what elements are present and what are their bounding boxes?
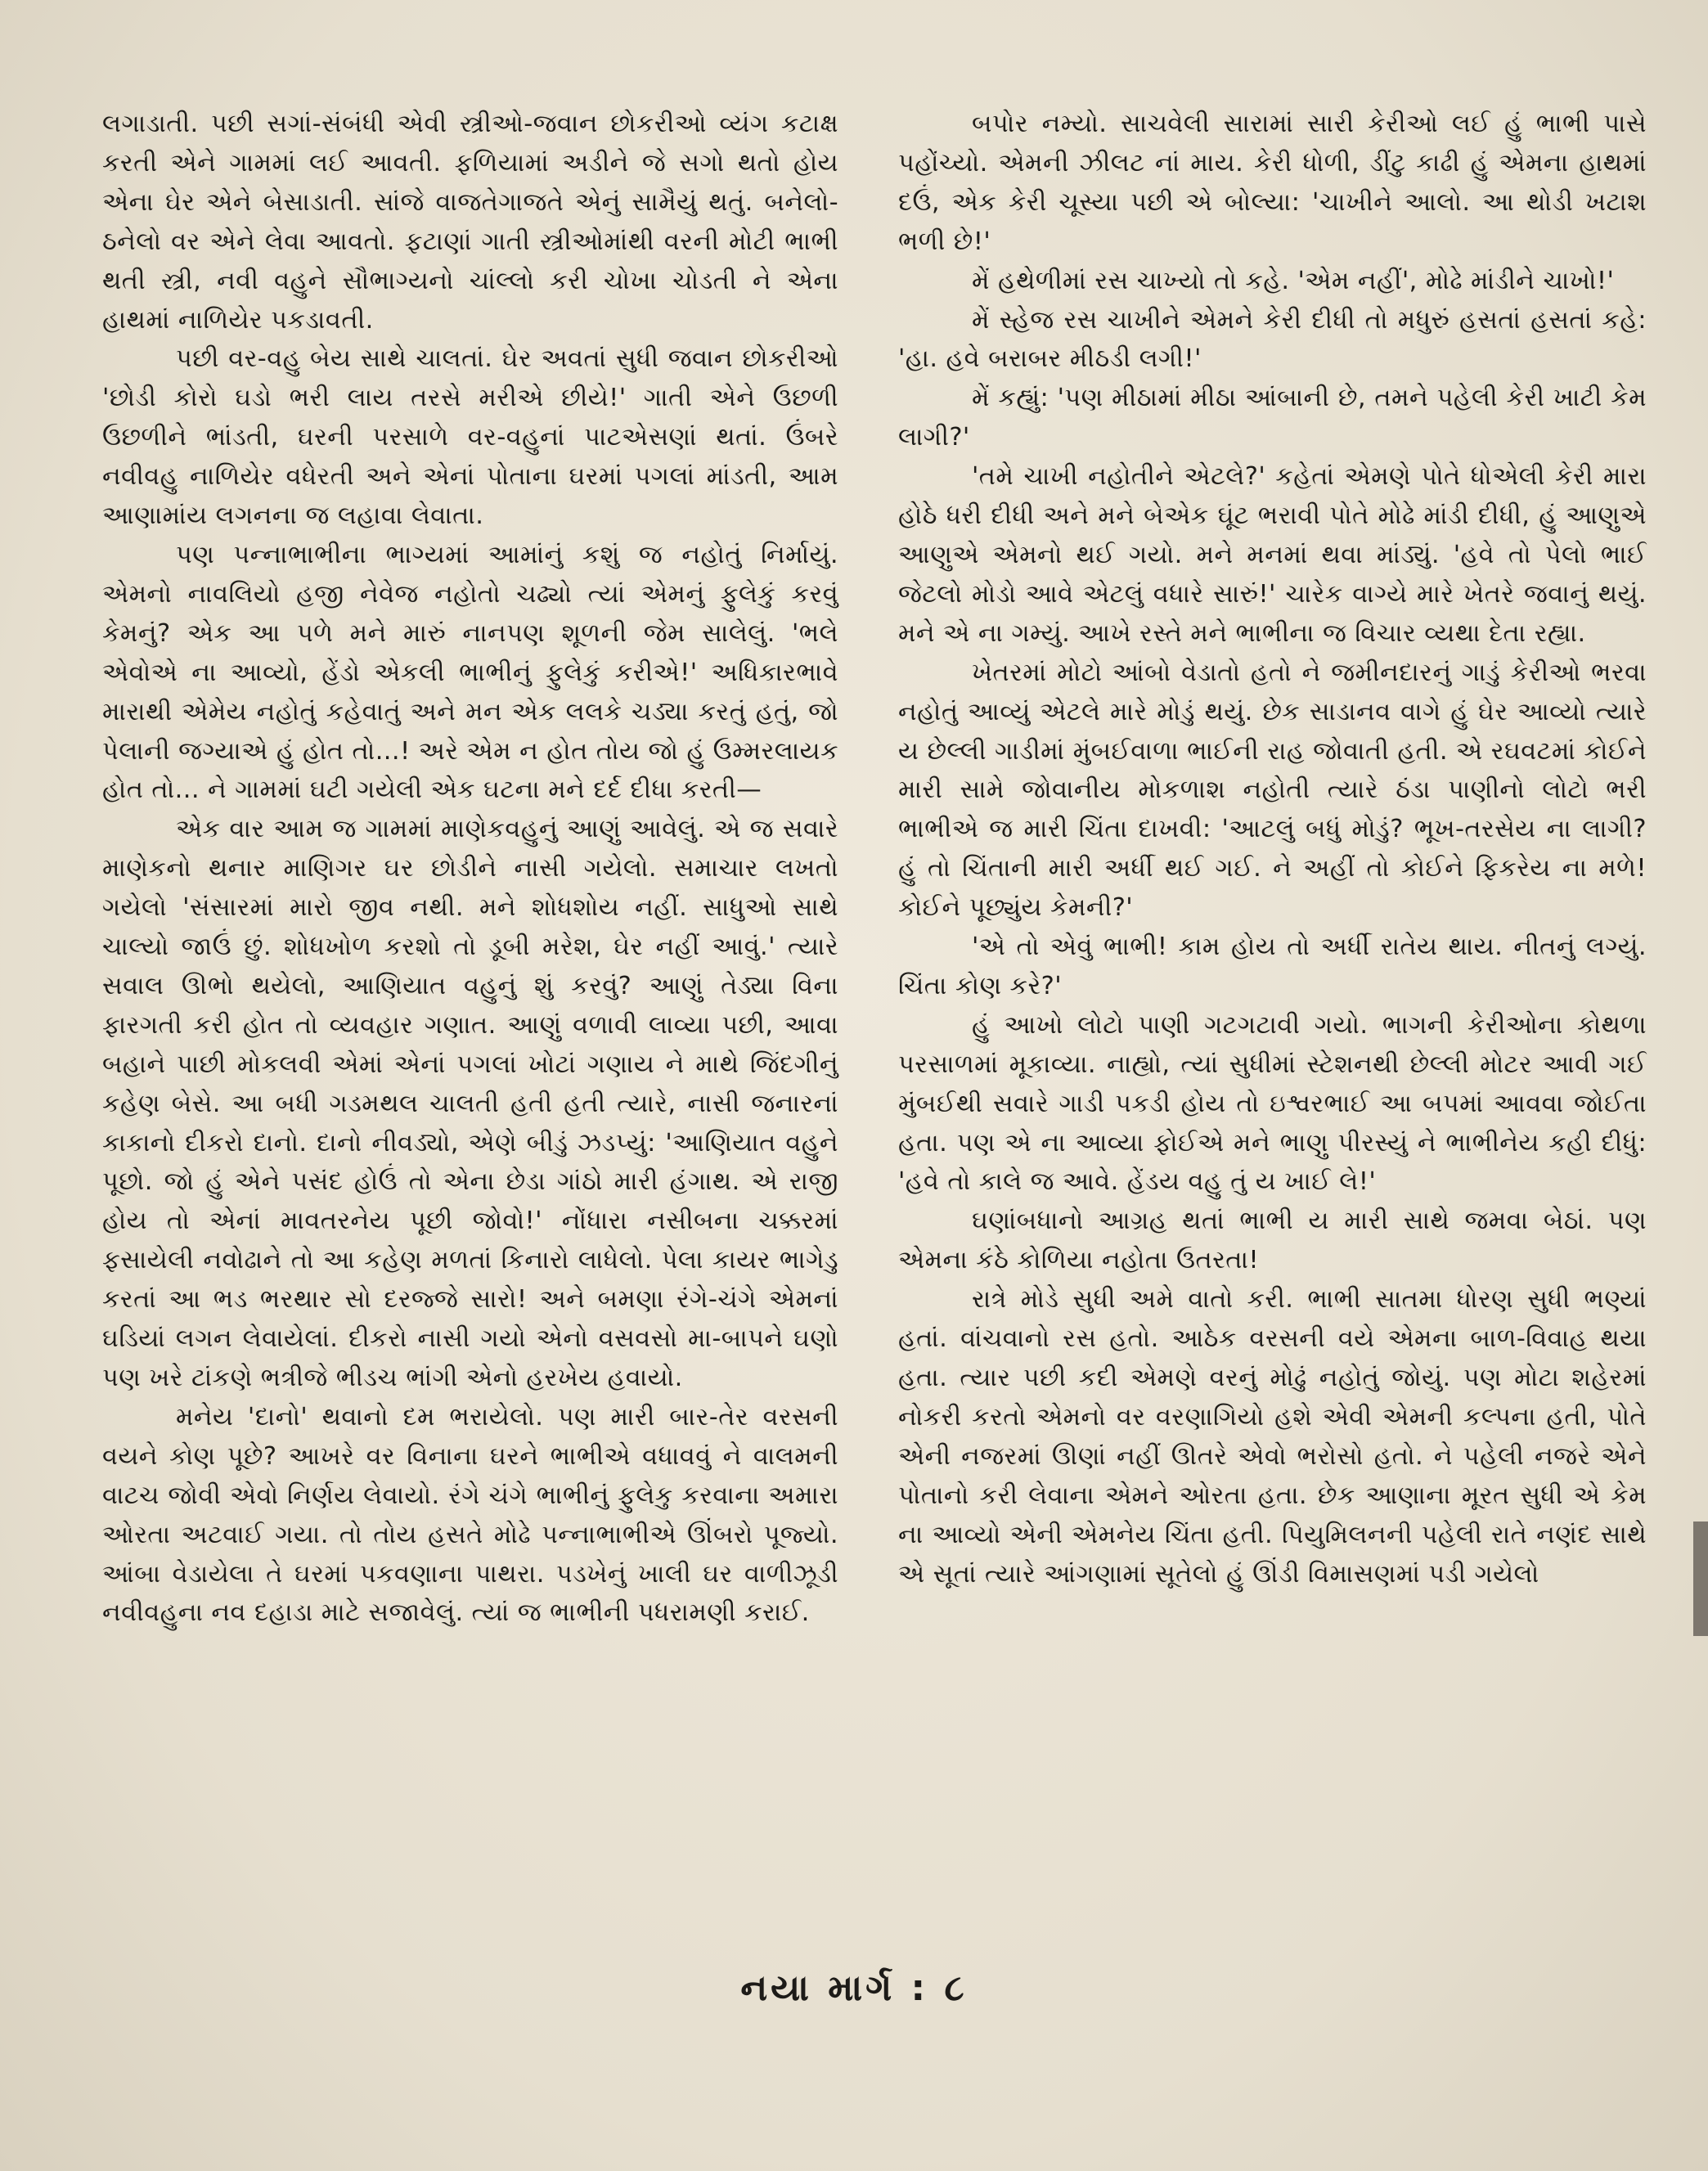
page-footer: નયા માર્ગ : ૮ [740,1967,968,2009]
left-column [102,105,838,1633]
paragraph: 'એ તો એવું ભાભી! કામ હોય તો અર્ધી રાતેય થાય. નીતનું લગ્યું. ચિંતા કોણ કરે?' [898,933,1647,1000]
torn-edge-mark [1693,1521,1708,1636]
paragraph: મનેય 'દાનો' થવાનો દમ ભરાયેલો. પણ મારી બાર-તેર વરસની વયને કોણ પૂછે? આખરે વર વિનાના ઘરને ભાભીએ વધાવવું ને વાલમની વાટચ જોવી એવો નિર્ણય લેવાયો. રંગે ચંગે ભાભીનું ફુલેકુ કરવાના અમારા ઓરતા અટવાઈ ગયા. તો તોય હસતે મોઢે પન્નાભાભીએ ઊંબરો પૂજ્યો. આંબા વેડાયેલા તે ઘરમાં પકવણાના પાથરા. પડખેનું ખાલી ઘર વાળીઝૂડી નવીવહુના નવ દહાડા માટે સજાવેલું. ત્યાં જ ભાભીની પધરામણી કરાઈ. [102,1402,838,1628]
paragraph: મેં હથેળીમાં રસ ચાખ્યો તો કહે. 'એમ નહીં', મોઢે માંડીને ચાખો!' [972,266,1615,295]
paragraph: એક વાર આમ જ ગામમાં માણેકવહુનું આણું આવેલું. એ જ સવારે માણેકનો થનાર માણિગર ઘર છોડીને નાસી ગયેલો. સમાચાર લખતો ગયેલો 'સંસારમાં મારો જીવ નથી. મને શોધશોય નહીં. સાધુઓ સાથે ચાલ્યો જાઉં છું. શોધખોળ કરશો તો ડૂબી મરેશ, ઘેર નહીં આવું.' ત્યારે સવાલ ઊભો થયેલો, આણિયાત વહુનું શું કરવું? આણું તેડ્યા વિના ફારગતી કરી હોત તો વ્યવહાર ગણાત. આણું વળાવી લાવ્યા પછી, આવા બહાને પાછી મોકલવી એમાં એનાં પગલાં ખોટાં ગણાય ને માથે જિંદગીનું કહેણ બેસે. આ બધી ગડમથલ ચાલતી હતી હતી ત્યારે, નાસી જનારનાં કાકાનો દીકરો દાનો. દાનો નીવડ્યો, એણે બીડું ઝડપ્યું: 'આણિયાત વહુને પૂછો. જો હું એને પસંદ હોઉં તો એના છેડા ગાંઠો મારી હંગાથ. એ રાજી હોય તો એનાં માવતરનેય પૂછી જોવો!' નોંધારા નસીબના ચક્કરમાં ફસાયેલી નવોઢાને તો આ કહેણ મળતાં કિનારો લાધેલો. પેલા કાયર ભાગેડુ કરતાં આ ભડ ભરથાર સો દરજ્જે સારો! અને બમણા રંગે-ચંગે એમનાં ઘડિયાં લગન લેવાયેલાં. દીકરો નાસી ગયો એનો વસવસો મા-બાપને ઘણો પણ ખરે ટાંકણે ભત્રીજે ભીડચ ભાંગી એનો હરખેય હવાયો. [102,815,838,1392]
paragraph: મેં કહ્યું: 'પણ મીઠામાં મીઠા આંબાની છે, તમને પહેલી કેરી ખાટી કેમ લાગી?' [898,384,1647,452]
paragraph: બપોર નમ્યો. સાચવેલી સારામાં સારી કેરીઓ લઈ હું ભાભી પાસે પહોંચ્યો. એમની ઝીલટ નાં માય. કેરી ધોળી, ડીંટુ કાઢી હું એમના હાથમાં દઉં, એક કેરી ચૂસ્યા પછી એ બોલ્યા: 'ચાખીને આલો. આ થોડી ખટાશ ભળી છે!' [898,110,1647,256]
paragraph: ખેતરમાં મોટો આંબો વેડાતો હતો ને જમીનદારનું ગાડું કેરીઓ ભરવા નહોતું આવ્યું એટલે મારે મોડું થયું. છેક સાડાનવ વાગે હું ઘેર આવ્યો ત્યારે ય છેલ્લી ગાડીમાં મુંબઈવાળા ભાઈની રાહ જોવાતી હતી. એ રઘવટમાં કોઈને મારી સામે જોવાનીય મોકળાશ નહોતી ત્યારે ઠંડા પાણીનો લોટો ભરી ભાભીએ જ મારી ચિંતા દાખવી: 'આટલું બધું મોડું? ભૂખ-તરસેય ના લાગી? હું તો ચિંતાની મારી અર્ધી થઈ ગઈ. ને અહીં તો કોઈને ફિકરેય ના મળે! કોઈને પૂછ્યુંય કેમની?' [898,658,1647,923]
paragraph: પછી વર-વહુ બેય સાથે ચાલતાં. ઘેર અવતાં સુધી જવાન છોકરીઓ 'છોડી કોરો ઘડો ભરી લાય તરસે મરીએ છીયે!' ગાતી એને ઉછળી ઉછળીને ભાંડતી, ઘરની પરસાળે વર-વહુનાં પાટએસણાં થતાં. ઉંબરે નવીવહુ નાળિયેર વધેરતી અને એનાં પોતાના ઘરમાં પગલાં માંડતી, આમ આણામાંય લગનના જ લહાવા લેવાતા. [102,344,838,531]
paragraph: ઘણાંબધાનો આગ્રહ થતાં ભાભી ય મારી સાથે જમવા બેઠાં. પણ એમના કંઠે કોળિયા નહોતા ઉતરતા! [898,1207,1647,1275]
paragraph: પણ પન્નાભાભીના ભાગ્યમાં આમાંનું કશું જ નહોતું નિર્માયું. એમનો નાવલિયો હજી નેવેજ નહોતો ચઢ્યો ત્યાં એમનું ફુલેકું કરવું કેમનું? એક આ પળે મને મારું નાનપણ શૂળની જેમ સાલેલું. 'ભલે એવોએ ના આવ્યો, હેંડો એકલી ભાભીનું ફુલેકું કરીએ!' અધિકારભાવે મારાથી એમેય નહોતું કહેવાતું અને મન એક લલકે ચડ્યા કરતું હતું, જો પેલાની જગ્યાએ હું હોત તો...! અરે એમ ન હોત તોય જો હું ઉમ્મરલાયક હોત તો... ને ગામમાં ઘટી ગયેલી એક ઘટના મને દર્દ દીધા કરતી— [102,540,838,805]
paragraph: હું આખો લોટો પાણી ગટગટાવી ગયો. ભાગની કેરીઓના કોથળા પરસાળમાં મૂકાવ્યા. નાહ્યો, ત્યાં સુધીમાં સ્ટેશનથી છેલ્લી મોટર આવી ગઈ મુંબઈથી સવારે ગાડી પકડી હોય તો ઇશ્વરભાઈ આ બપમાં આવવા જોઈતા હતા. પણ એ ના આવ્યા ફોઈએ મને ભાણુ પીરસ્યું ને ભાભીનેય કહી દીધું: 'હવે તો કાલે જ આવે. હેંડય વહુ તું ય ખાઈ લે!' [898,1010,1647,1197]
paragraph: રાત્રે મોડે સુધી અમે વાતો કરી. ભાભી સાતમા ધોરણ સુધી ભણ્યાં હતાં. વાંચવાનો રસ હતો. આઠેક વરસની વયે એમના બાળ-વિવાહ થયા હતા. ત્યાર પછી કદી એમણે વરનું મોઢું નહોતું જોયું. પણ મોટા શહેરમાં નોકરી કરતો એમનો વર વરણાગિયો હશે એવી એમની કલ્પના હતી, પોતે એની નજરમાં ઊણાં નહીં ઊતરે એવો ભરોસો હતો. ને પહેલી નજરે એને પોતાનો કરી લેવાના એમને ઓરતા હતા. છેક આણાના મૂરત સુધી એ કેમ ના આવ્યો એની એમનેય ચિંતા હતી. પિયુમિલનની પહેલી રાતે નણંદ સાથે એ સૂતાં ત્યારે આંગણામાં સૂતેલો હું ઊંડી વિમાસણમાં પડી ગયેલો [898,1285,1647,1589]
paragraph: મેં સ્હેજ રસ ચાખીને એમને કેરી દીધી તો મધુરું હસતાં હસતાં કહે: 'હા. હવે બરાબર મીઠડી લગી!' [898,305,1647,374]
paragraph: લગાડાતી. પછી સગાં-સંબંધી એવી સ્ત્રીઓ-જવાન છોકરીઓ વ્યંગ કટાક્ષ કરતી એને ગામમાં લઈ આવતી. ફળિયામાં અડીને જે સગો થતો હોય એના ઘેર એને બેસાડાતી. સાંજે વાજતેગાજતે એનું સામૈયું થતું. બનેલો-ઠનેલો વર એને લેવા આવતો. ફટાણાં ગાતી સ્ત્રીઓમાંથી વરની મોટી ભાભી થતી સ્ત્રી, નવી વહુને સૌભાગ્યનો ચાંલ્લો કરી ચોખા ચોડતી ને એના હાથમાં નાળિયેર પકડાવતી. [102,110,838,335]
right-column [898,105,1647,1593]
paragraph: 'તમે ચાખી નહોતીને એટલે?' કહેતાં એમણે પોતે ધોએલી કેરી મારા હોઠે ધરી દીધી અને મને બેએક ઘૂંટ ભરાવી પોતે મોઢે માંડી દીધી, હું આણુએ આણુએ એમનો થઈ ગયો. મને મનમાં થવા માંડ્યું. 'હવે તો પેલો ભાઈ જેટલો મોડો આવે એટલું વધારે સારું!' ચારેક વાગ્યે મારે ખેતરે જવાનું થયું. મને એ ના ગમ્યું. આખે રસ્તે મને ભાભીના જ વિચાર વ્યથા દેતા રહ્યા. [898,462,1647,648]
